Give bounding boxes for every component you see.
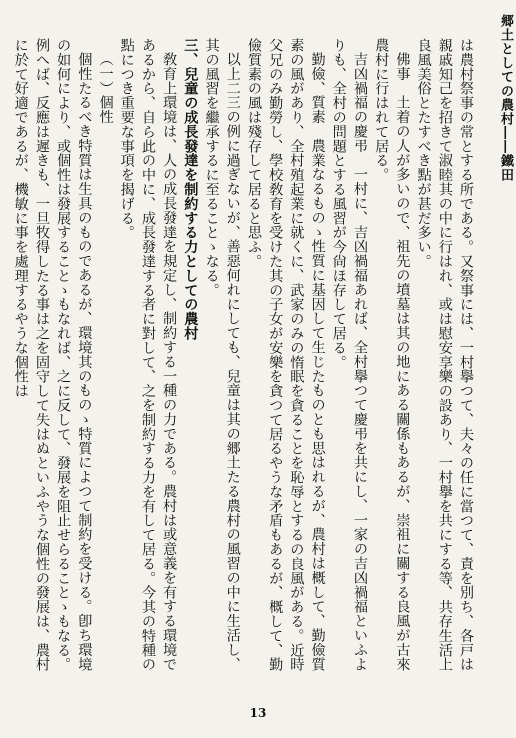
paragraph-summary: 以上二三の例に過ぎないが、善惡何れにしても、兒童は其の郷土たる農村の風習の中に生活し、其の風習を繼承するに至ることゝなる。 — [203, 38, 241, 672]
subsection-heading: （一）個性 — [97, 52, 114, 125]
paragraph-butsuji: 佛事 土着の人が多いので、祖先の墳墓は其の地にある關係もあるが、崇祖に關する良風が古來農村に行はれて居る。 — [373, 38, 411, 672]
page-number: 13 — [249, 706, 267, 720]
paragraph-individuality: 個性たるべき特質は生具のものであるが、環境其のものゝ特質によつて制約を受ける。卽ち環境の如何により、或個性は發展することゝもなれば、之に反して、發展を阻止せらることゝもなる。例へば、反應は遲きも、一旦牧得したる事は之を固守して失はぬといふやうな個性の發展は、農村に於て好適であるが、機敏に事を處理するやうな個性は — [12, 38, 93, 672]
paragraph: は農村祭事の常とする所である。又祭事には、一村擧つて、夫々の任に當つて、責を別ち、各戸は親戚知己を招きて淑睦其の中に行はれ、或は慰安享樂の設あり、一村擧を共にする等、共存生活上良風美俗とたすべき點が甚だ多い。 — [415, 38, 474, 672]
paragraph-kinken: 勤儉、質素 農業なるものゝ性質に基因して生じたものとも思はれるが、農村は概して、勤儉質素の風があり、全村殖起業に就くに、武家のみの惰眠を貪ることを恥辱とするの良風がある。近時父兄のみ勤勞し、學校敎育を受けた其の子女が安樂を貪つて居るやうな矛盾もあるが、概して、勤儉質素の風は殘存して居ると思ふ。 — [245, 38, 326, 672]
section-heading: 三、兒童の成長發達を制約する力としての農村 — [182, 38, 199, 341]
body-text — [12, 38, 476, 678]
paragraph-keicho: 吉凶禍福の慶弔 一村に、吉凶禍福あれば、全村擧つて慶弔を共にし、一家の吉凶禍福といふよりも、全村の問題とする風習が今尙ほ存して居る。 — [330, 38, 368, 672]
paragraph-environment: 敎育上環境は、人の成長發達を規定し、制約する一種の力である。農村は或意義を有する環境であるから、自ら此の中に、成長發達する者に對して、之を制約する力を有して居る。今其の特種の點につき重要な事項を揭げる。 — [118, 38, 178, 672]
running-header: 郷土としての農村――鐵田 — [498, 14, 513, 182]
